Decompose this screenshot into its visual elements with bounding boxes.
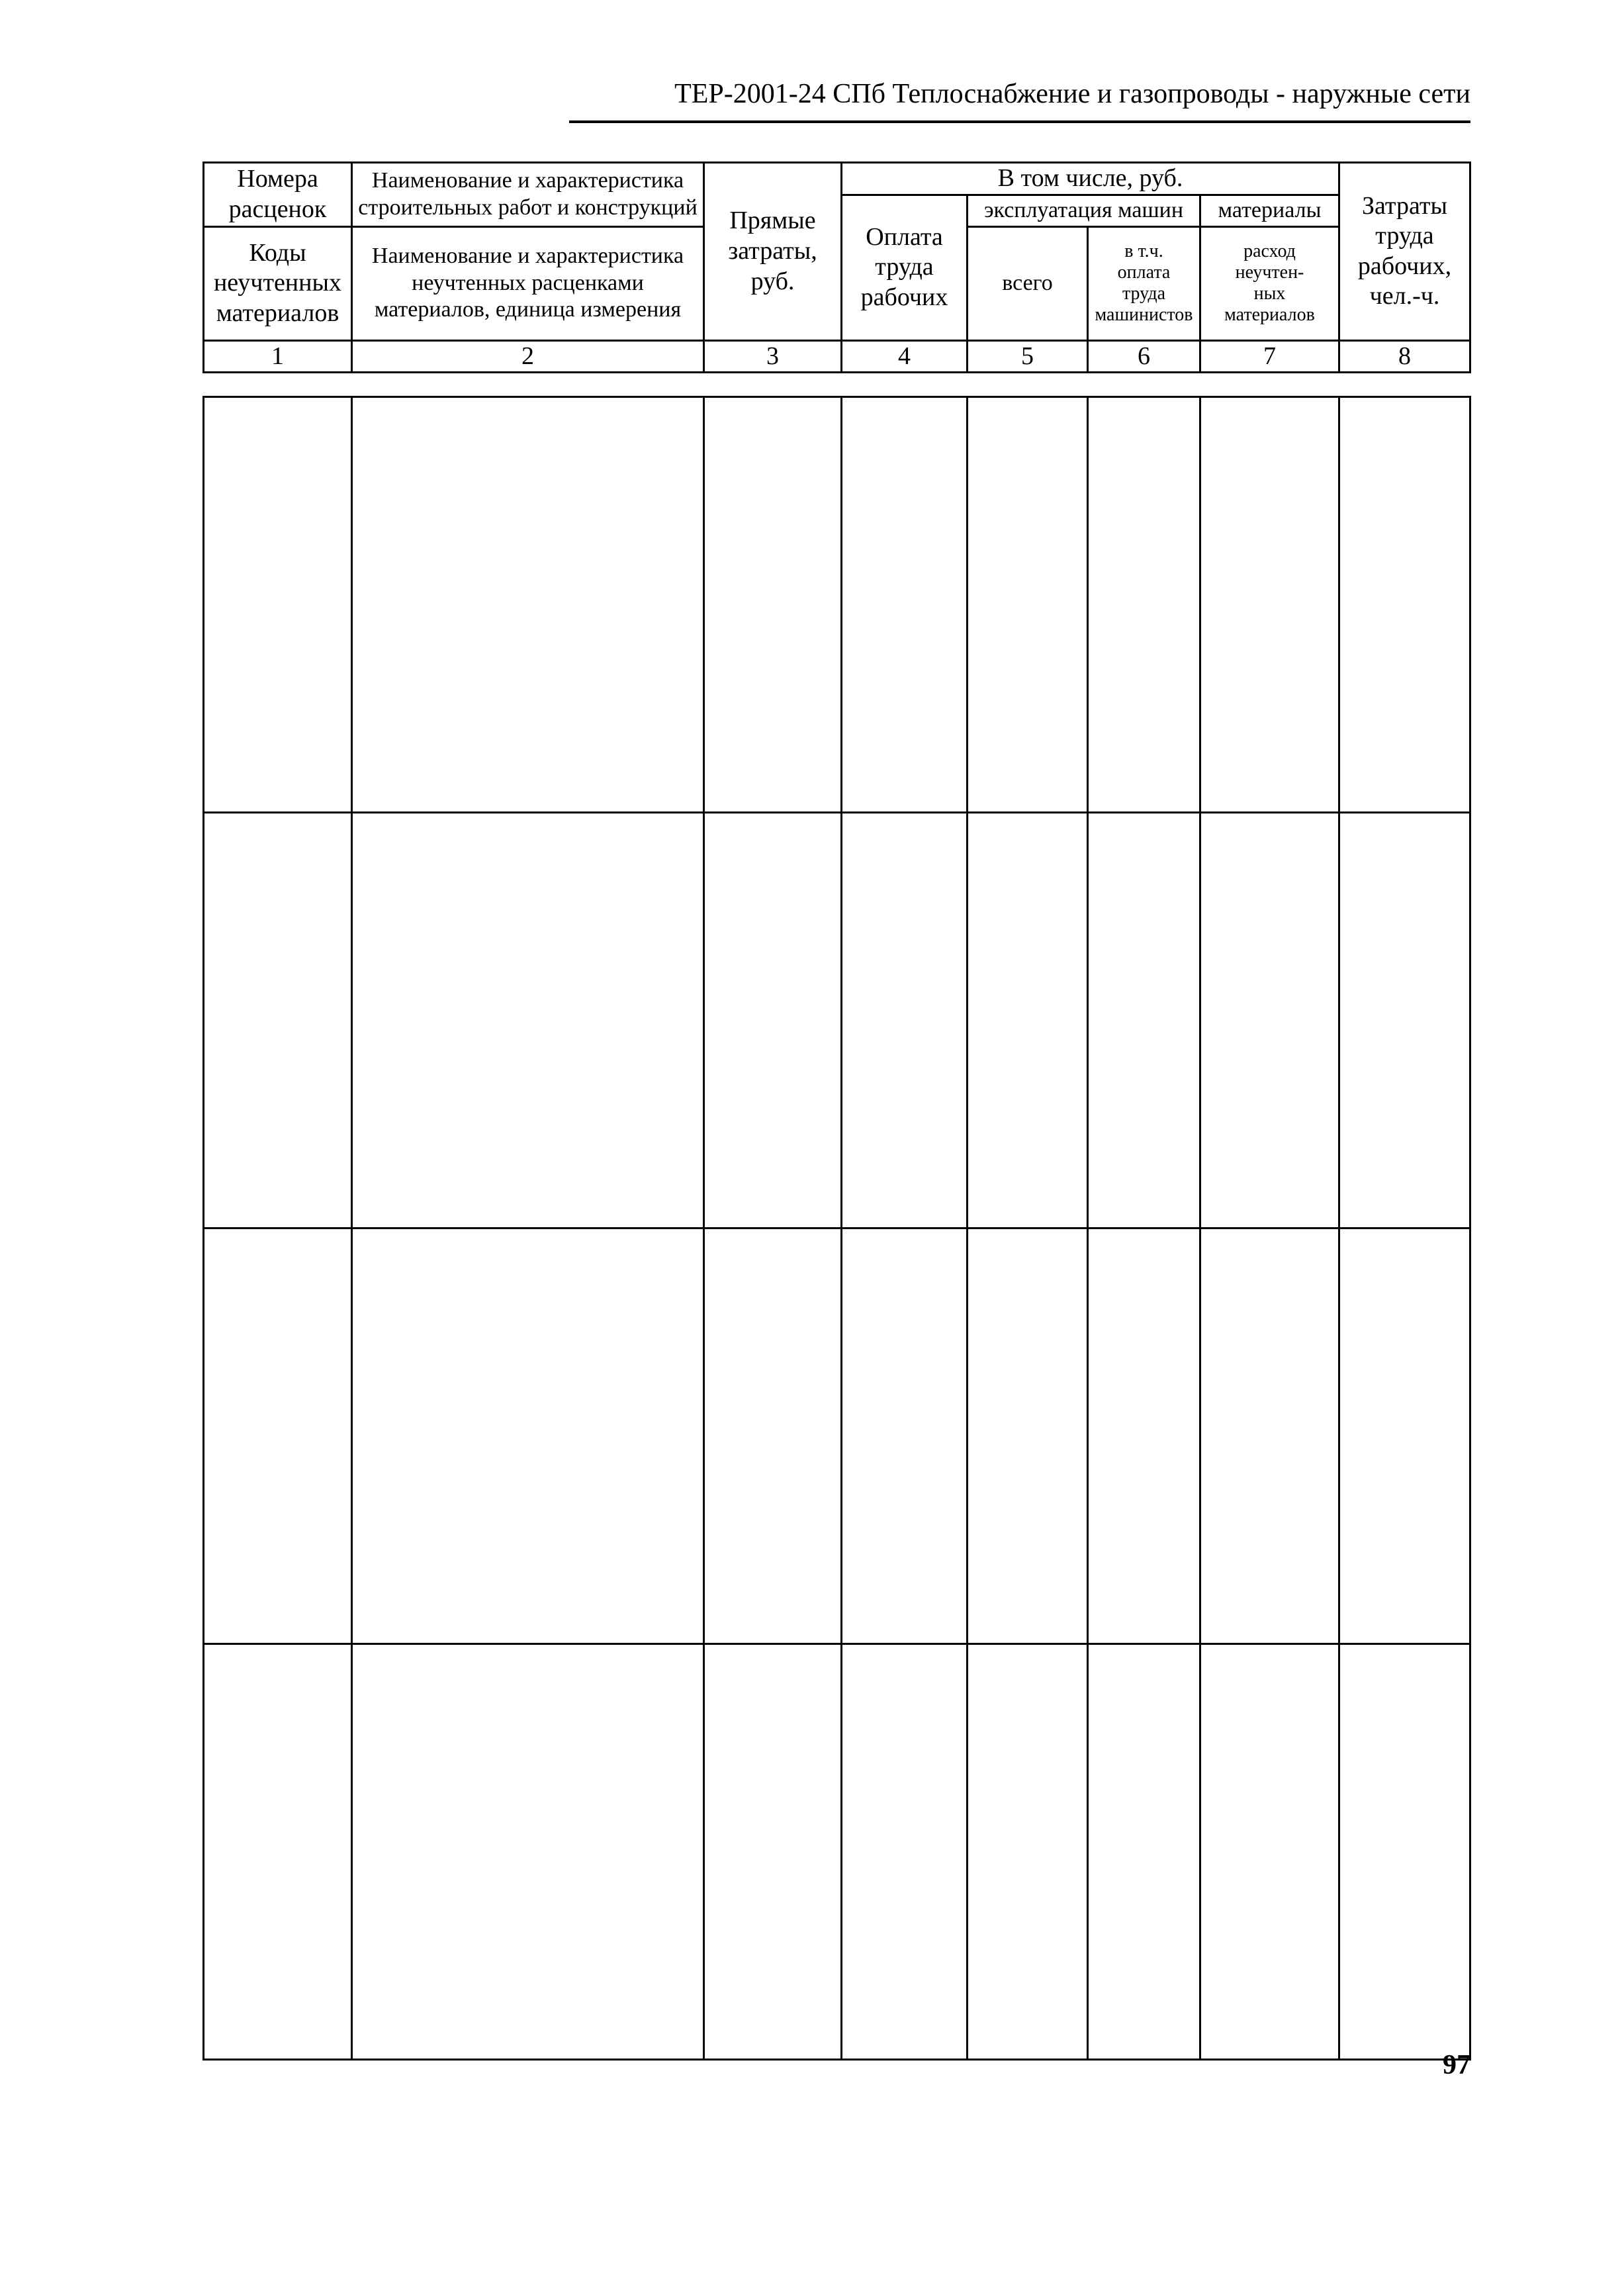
rate-code-cell [204, 397, 352, 813]
column-header-table [203, 162, 1471, 373]
header-worker-pay: Оплата труда рабочих [842, 195, 968, 340]
direct-costs-cell [704, 813, 842, 1228]
direct-costs-cell [704, 1644, 842, 2060]
description-cell [352, 1228, 704, 1644]
table-row [204, 397, 1470, 813]
header-unaccounted-materials: расход неучтен- ных материалов [1200, 226, 1339, 340]
page-number: 97 [1443, 2050, 1470, 2080]
header-work-name: Наименование и характеристика строительных работ и конструкций [352, 163, 704, 227]
machinists-pay-cell [1088, 397, 1200, 813]
direct-costs-cell [704, 1228, 842, 1644]
labor-hours-cell [1339, 1228, 1470, 1644]
rates-table [203, 396, 1471, 2061]
header-machines-total: всего [968, 226, 1088, 340]
machinists-pay-cell [1088, 1644, 1200, 2060]
header-direct-costs: Прямые затраты, руб. [704, 163, 842, 341]
header-material-codes: Коды неучтенных материалов [204, 226, 352, 340]
worker-pay-cell [842, 1228, 968, 1644]
worker-pay-cell [842, 813, 968, 1228]
table-row [204, 813, 1470, 1228]
header-col-number: 7 [1200, 340, 1339, 373]
header-col-number: 8 [1339, 340, 1470, 373]
description-cell [352, 1644, 704, 2060]
header-col-number: 3 [704, 340, 842, 373]
header-machinists-pay: в т.ч. оплата труда машинистов [1088, 226, 1200, 340]
machinists-pay-cell [1088, 813, 1200, 1228]
header-col-number: 4 [842, 340, 968, 373]
header-rate-numbers: Номера расценок [204, 163, 352, 227]
materials-cell [1200, 1228, 1339, 1644]
labor-hours-cell [1339, 397, 1470, 813]
header-including: В том числе, руб. [842, 163, 1339, 195]
header-col-number: 1 [204, 340, 352, 373]
table-row [204, 1228, 1470, 1644]
materials-cell [1200, 397, 1339, 813]
header-labor-hours: Затраты труда рабочих, чел.-ч. [1339, 163, 1470, 341]
rate-code-cell [204, 1644, 352, 2060]
header-col-number: 5 [968, 340, 1088, 373]
header-material-names: Наименование и характеристика неучтенных расценками материалов, единица измерения [352, 226, 704, 340]
document-header-title: ТЕР-2001-24 СПб Теплоснабжение и газопроводы - наружные сети [674, 79, 1470, 109]
rate-code-cell [204, 813, 352, 1228]
machines-total-cell [968, 1644, 1088, 2060]
machinists-pay-cell [1088, 1228, 1200, 1644]
worker-pay-cell [842, 1644, 968, 2060]
materials-cell [1200, 813, 1339, 1228]
rate-code-cell [204, 1228, 352, 1644]
description-cell [352, 397, 704, 813]
machines-total-cell [968, 397, 1088, 813]
header-machine-operation: эксплуатация машин [968, 195, 1200, 226]
materials-cell [1200, 1644, 1339, 2060]
labor-hours-cell [1339, 813, 1470, 1228]
header-col-number: 2 [352, 340, 704, 373]
machines-total-cell [968, 1228, 1088, 1644]
header-col-number: 6 [1088, 340, 1200, 373]
description-cell [352, 813, 704, 1228]
worker-pay-cell [842, 397, 968, 813]
header-materials: материалы [1200, 195, 1339, 226]
labor-hours-cell [1339, 1644, 1470, 2060]
header-rule [569, 120, 1470, 123]
machines-total-cell [968, 813, 1088, 1228]
direct-costs-cell [704, 397, 842, 813]
table-row [204, 1644, 1470, 2060]
